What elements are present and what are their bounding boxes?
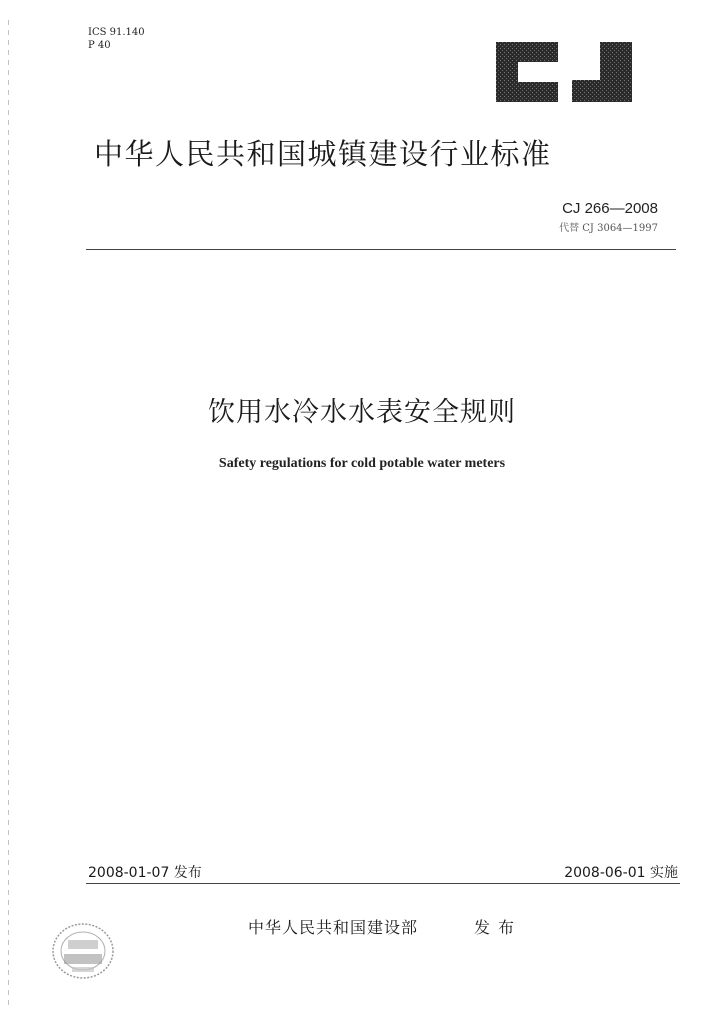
document-title-chinese: 饮用水冷水水表安全规则 bbox=[208, 397, 516, 428]
footer-divider bbox=[86, 883, 680, 884]
header-divider bbox=[86, 249, 676, 250]
library-stamp-icon bbox=[50, 918, 116, 984]
standard-category-title: 中华人民共和国城镇建设行业标准 bbox=[94, 137, 552, 171]
ccs-code: P 40 bbox=[88, 40, 111, 51]
standard-number: CJ 266—2008 bbox=[562, 200, 658, 217]
issue-date: 2008-01-07 发布 bbox=[88, 865, 202, 881]
cj-logo bbox=[492, 36, 636, 108]
classification-codes bbox=[88, 26, 145, 52]
binding-edge-marks bbox=[8, 20, 9, 1010]
implementation-date: 2008-06-01 实施 bbox=[564, 865, 678, 881]
publisher-name: 中华人民共和国建设部 bbox=[248, 918, 419, 937]
ics-code: ICS 91.140 bbox=[88, 27, 145, 38]
publisher-verb: 发布 bbox=[474, 918, 523, 937]
replaced-standard: 代替 CJ 3064—1997 bbox=[559, 223, 658, 234]
document-title-english: Safety regulations for cold potable water meters bbox=[218, 456, 506, 471]
